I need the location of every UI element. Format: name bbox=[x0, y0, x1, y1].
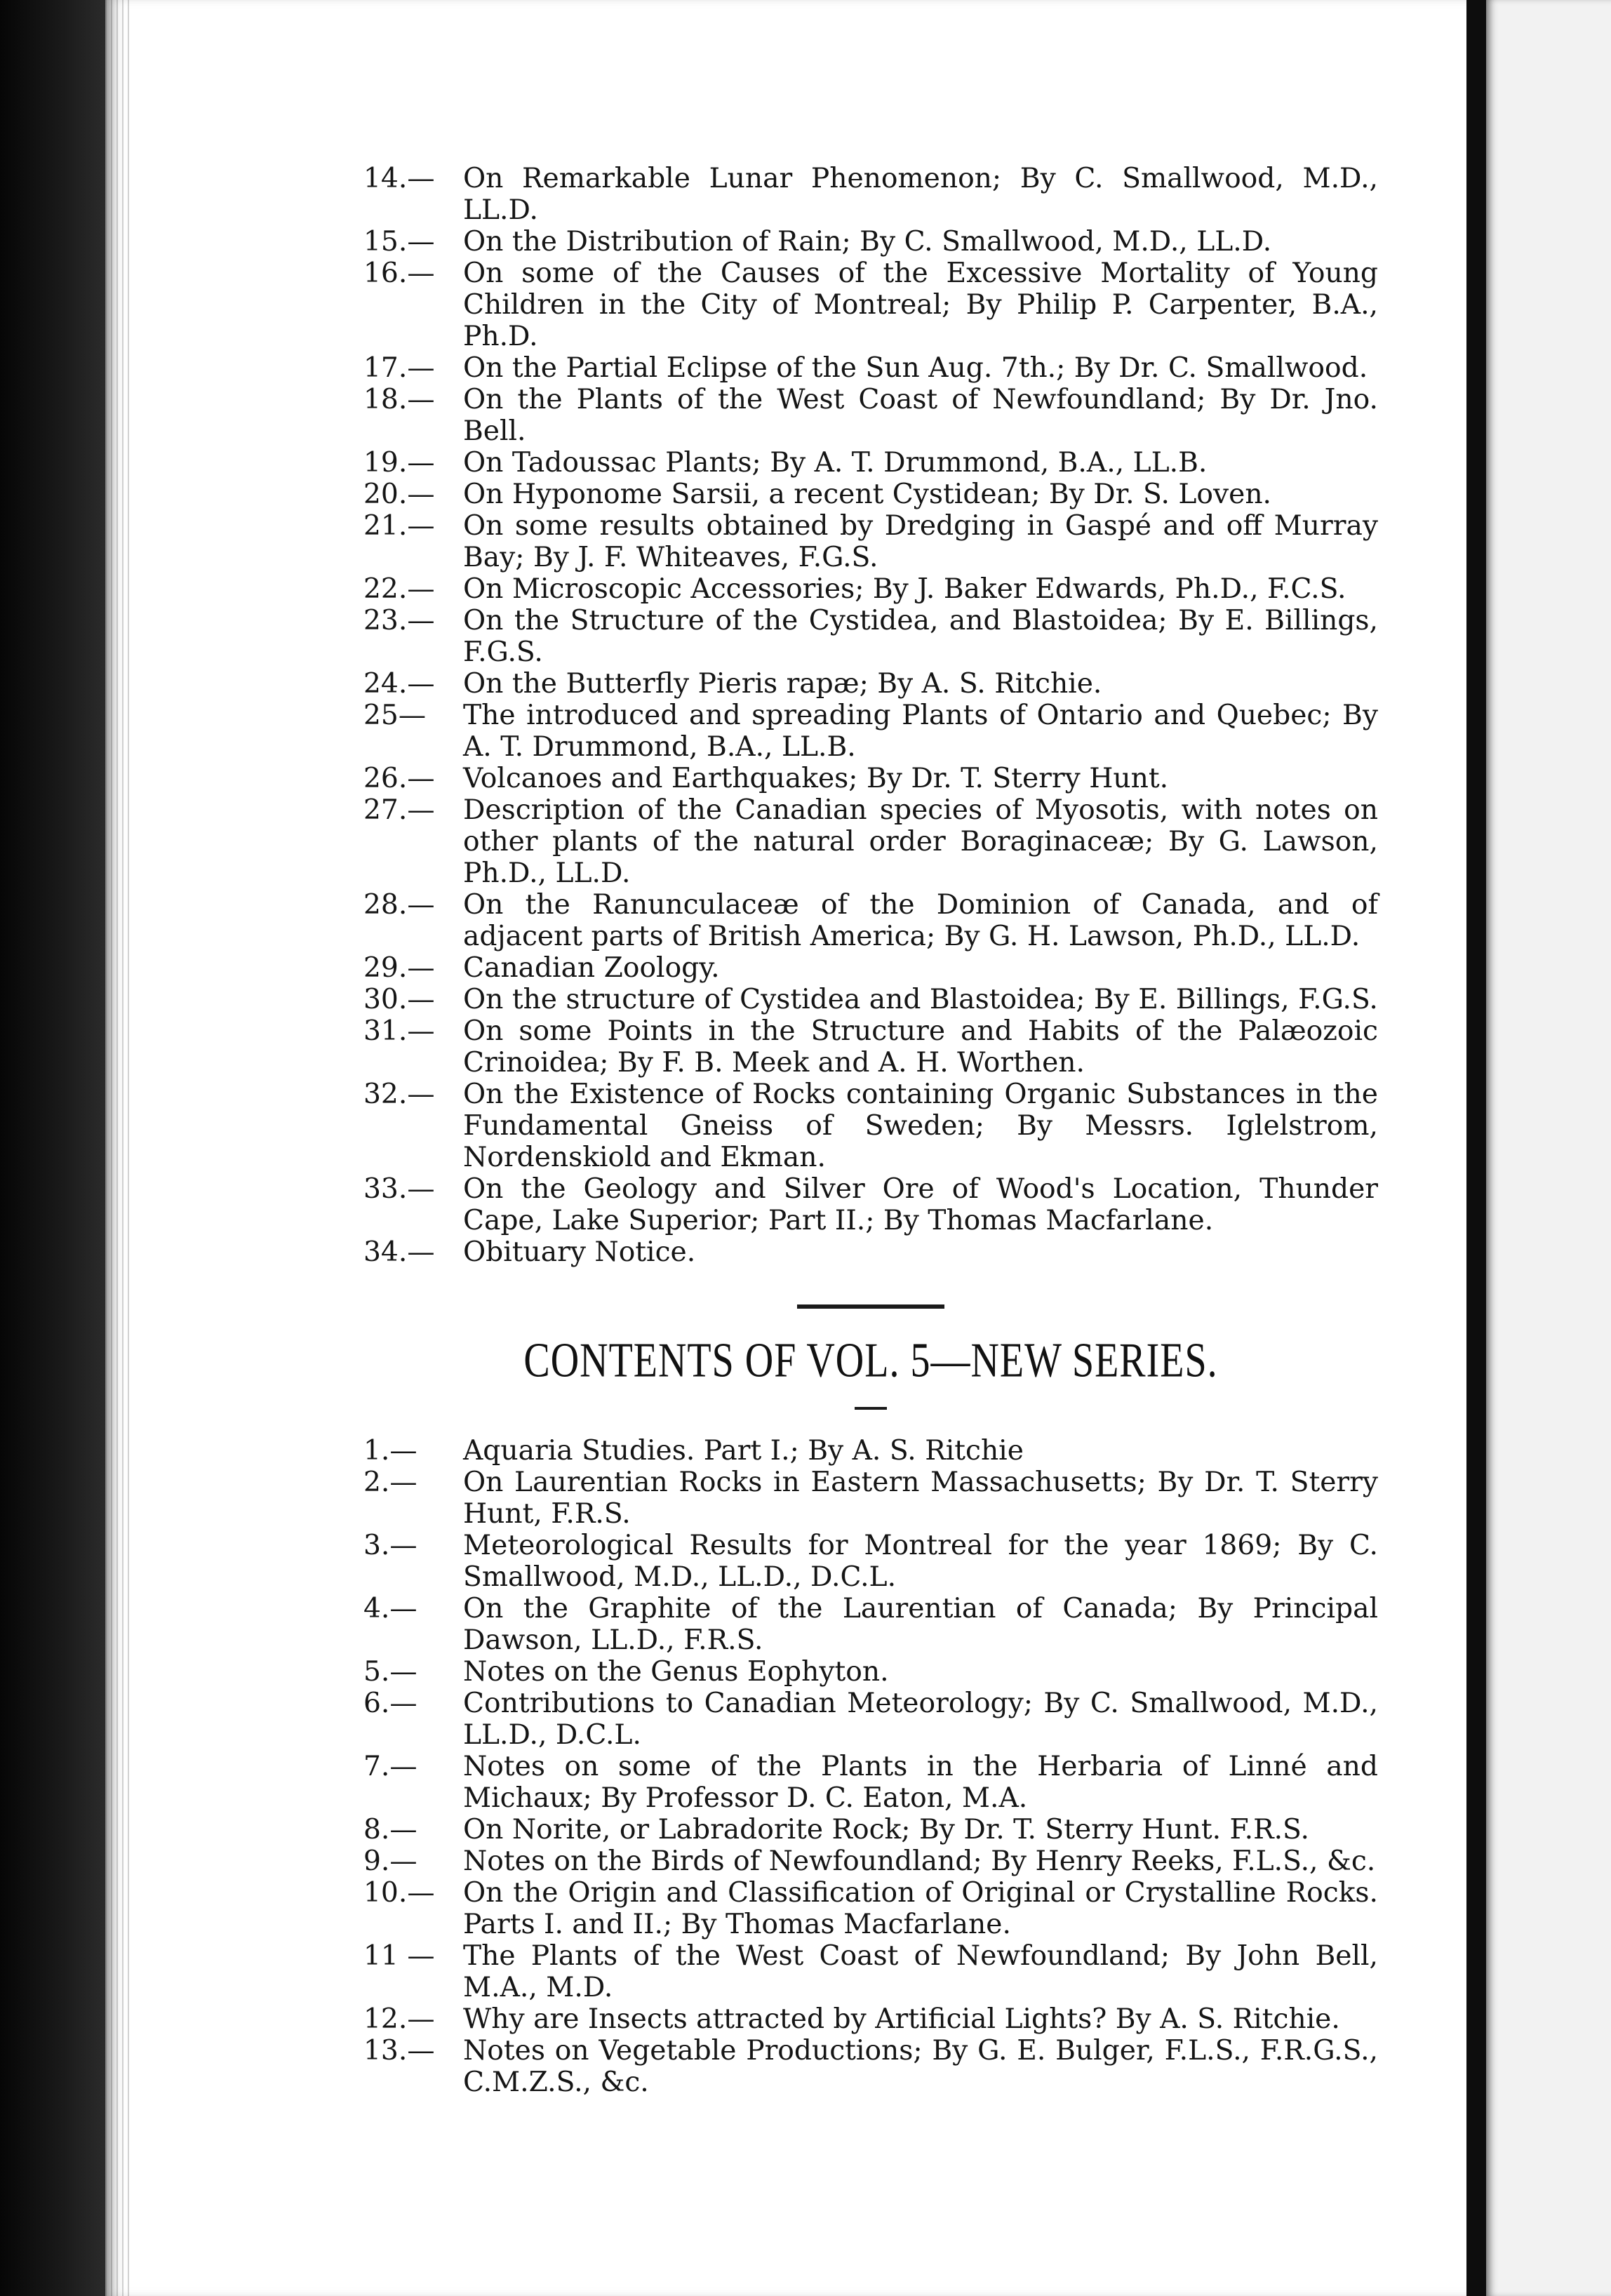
entry-number: 19.— bbox=[363, 447, 435, 479]
contents-entry bbox=[363, 510, 1378, 573]
contents-entry bbox=[363, 258, 1378, 352]
entry-number: 20.— bbox=[363, 479, 435, 510]
entry-number: 32.— bbox=[363, 1079, 435, 1110]
entry-text: Notes on the Genus Eophyton. bbox=[463, 1656, 889, 1688]
contents-entry bbox=[363, 1467, 1378, 1530]
contents-entry bbox=[363, 1688, 1378, 1751]
entry-text: Description of the Canadian species of Myosotis, with notes on other plants of the natural order Boraginaceæ; By G. Lawson, Ph.D., LL.D. bbox=[463, 794, 1378, 889]
scan-background-left bbox=[0, 0, 105, 2296]
contents-entry bbox=[363, 1236, 1378, 1268]
entry-number: 1.— bbox=[363, 1435, 417, 1467]
entry-text: On the Structure of the Cystidea, and Blastoidea; By E. Billings, F.G.S. bbox=[463, 605, 1378, 668]
entry-number: 34.— bbox=[363, 1236, 435, 1268]
contents-entry bbox=[363, 1530, 1378, 1593]
entry-text: Meteorological Results for Montreal for the year 1869; By C. Smallwood, M.D., LL.D., D.C.L. bbox=[463, 1530, 1378, 1593]
entry-text: On Norite, or Labradorite Rock; By Dr. T. Sterry Hunt. F.R.S. bbox=[463, 1814, 1309, 1846]
entry-text: On some results obtained by Dredging in Gaspé and off Murray Bay; By J. F. Whiteaves, F.G.S. bbox=[463, 510, 1378, 573]
contents-entry bbox=[363, 163, 1378, 226]
entry-number: 22.— bbox=[363, 573, 435, 605]
entry-text: On Microscopic Accessories; By J. Baker Edwards, Ph.D., F.C.S. bbox=[463, 573, 1346, 605]
contents-entry bbox=[363, 668, 1378, 700]
contents-entry bbox=[363, 794, 1378, 889]
entry-text: On the Distribution of Rain; By C. Smallwood, M.D., LL.D. bbox=[463, 226, 1272, 258]
entry-text: On some Points in the Structure and Habits of the Palæozoic Crinoidea; By F. B. Meek and A. H. Worthen. bbox=[463, 1015, 1378, 1079]
adjacent-page-edge bbox=[1486, 0, 1611, 2296]
entry-text: On the Graphite of the Laurentian of Canada; By Principal Dawson, LL.D., F.R.S. bbox=[463, 1593, 1378, 1656]
entry-number: 13.— bbox=[363, 2035, 435, 2067]
entry-number: 24.— bbox=[363, 668, 435, 700]
contents-entry bbox=[363, 447, 1378, 479]
entry-text: On Laurentian Rocks in Eastern Massachusetts; By Dr. T. Sterry Hunt, F.R.S. bbox=[463, 1467, 1378, 1530]
contents-entry bbox=[363, 1877, 1378, 1940]
vol5-contents-list bbox=[363, 1435, 1378, 2098]
contents-entry bbox=[363, 1656, 1378, 1688]
entry-number: 6.— bbox=[363, 1688, 417, 1719]
entry-text: The introduced and spreading Plants of Ontario and Quebec; By A. T. Drummond, B.A., LL.B. bbox=[463, 700, 1378, 763]
contents-entry bbox=[363, 889, 1378, 952]
contents-entry bbox=[363, 700, 1378, 763]
entry-text: Notes on the Birds of Newfoundland; By Henry Reeks, F.L.S., &c. bbox=[463, 1846, 1376, 1877]
entry-number: 15.— bbox=[363, 226, 435, 258]
entry-text: On the Geology and Silver Ore of Wood's Location, Thunder Cape, Lake Superior; Part II.; By Thomas Macfarlane. bbox=[463, 1173, 1378, 1236]
entry-number: 26.— bbox=[363, 763, 435, 794]
entry-number: 30.— bbox=[363, 984, 435, 1015]
contents-entry bbox=[363, 1015, 1378, 1079]
contents-page bbox=[363, 163, 1378, 2098]
contents-entry bbox=[363, 352, 1378, 384]
contents-entry bbox=[363, 1079, 1378, 1173]
entry-text: Volcanoes and Earthquakes; By Dr. T. Sterry Hunt. bbox=[463, 763, 1169, 794]
entry-text: On the Butterfly Pieris rapæ; By A. S. Ritchie. bbox=[463, 668, 1102, 700]
contents-entry bbox=[363, 1173, 1378, 1236]
entry-number: 31.— bbox=[363, 1015, 435, 1047]
entry-text: Contributions to Canadian Meteorology; By C. Smallwood, M.D., LL.D., D.C.L. bbox=[463, 1688, 1378, 1751]
entry-text: Canadian Zoology. bbox=[463, 952, 720, 984]
contents-entry bbox=[363, 763, 1378, 794]
entry-number: 25— bbox=[363, 700, 427, 731]
entry-text: On Tadoussac Plants; By A. T. Drummond, B.A., LL.B. bbox=[463, 447, 1208, 479]
section-title: CONTENTS OF VOL. 5—NEW SERIES. bbox=[523, 1333, 1218, 1388]
entry-number: 21.— bbox=[363, 510, 435, 542]
contents-entry bbox=[363, 1940, 1378, 2003]
entry-number: 12.— bbox=[363, 2003, 435, 2035]
contents-entry bbox=[363, 479, 1378, 510]
contents-entry bbox=[363, 226, 1378, 258]
entry-number: 16.— bbox=[363, 258, 435, 289]
title-underline bbox=[855, 1407, 887, 1410]
page-stack-edges bbox=[105, 0, 133, 2296]
entry-text: Notes on some of the Plants in the Herbaria of Linné and Michaux; By Professor D. C. Eaton, M.A. bbox=[463, 1751, 1378, 1814]
contents-entry bbox=[363, 1846, 1378, 1877]
entry-text: On the Plants of the West Coast of Newfoundland; By Dr. Jno. Bell. bbox=[463, 384, 1378, 447]
entry-text: Notes on Vegetable Productions; By G. E. Bulger, F.L.S., F.R.G.S., C.M.Z.S., &c. bbox=[463, 2035, 1378, 2098]
entry-text: The Plants of the West Coast of Newfoundland; By John Bell, M.A., M.D. bbox=[463, 1940, 1378, 2003]
entry-number: 14.— bbox=[363, 163, 435, 194]
entry-text: On the Partial Eclipse of the Sun Aug. 7th.; By Dr. C. Smallwood. bbox=[463, 352, 1368, 384]
entry-number: 2.— bbox=[363, 1467, 417, 1498]
entry-text: On some of the Causes of the Excessive Mortality of Young Children in the City of Montreal; By Philip P. Carpenter, B.A., Ph.D. bbox=[463, 258, 1378, 352]
contents-entry bbox=[363, 1435, 1378, 1467]
entry-number: 27.— bbox=[363, 794, 435, 826]
entry-number: 10.— bbox=[363, 1877, 435, 1909]
contents-entry bbox=[363, 384, 1378, 447]
entry-number: 28.— bbox=[363, 889, 435, 921]
entry-number: 7.— bbox=[363, 1751, 417, 1782]
entry-number: 3.— bbox=[363, 1530, 417, 1561]
entry-number: 9.— bbox=[363, 1846, 417, 1877]
contents-entry bbox=[363, 573, 1378, 605]
contents-entry bbox=[363, 984, 1378, 1015]
entry-number: 4.— bbox=[363, 1593, 417, 1624]
entry-text: On Hyponome Sarsii, a recent Cystidean; By Dr. S. Loven. bbox=[463, 479, 1272, 510]
entry-number: 23.— bbox=[363, 605, 435, 636]
entry-text: On the Origin and Classification of Original or Crystalline Rocks. Parts I. and II.; By Thomas Macfarlane. bbox=[463, 1877, 1378, 1940]
vol4-contents-list bbox=[363, 163, 1378, 1268]
contents-entry bbox=[363, 2035, 1378, 2098]
entry-text: Aquaria Studies. Part I.; By A. S. Ritchie bbox=[463, 1435, 1024, 1467]
section-divider bbox=[797, 1304, 944, 1309]
entry-number: 29.— bbox=[363, 952, 435, 984]
contents-entry bbox=[363, 952, 1378, 984]
entry-text: On the structure of Cystidea and Blastoidea; By E. Billings, F.G.S. bbox=[463, 984, 1378, 1015]
contents-entry bbox=[363, 605, 1378, 668]
contents-entry bbox=[363, 2003, 1378, 2035]
entry-number: 5.— bbox=[363, 1656, 417, 1688]
contents-entry bbox=[363, 1751, 1378, 1814]
contents-entry bbox=[363, 1814, 1378, 1846]
entry-number: 18.— bbox=[363, 384, 435, 415]
entry-text: On the Ranunculaceæ of the Dominion of Canada, and of adjacent parts of British America; By G. H. Lawson, Ph.D., LL.D. bbox=[463, 889, 1378, 952]
entry-text: On the Existence of Rocks containing Organic Substances in the Fundamental Gneiss of Sweden; By Messrs. Iglelstrom, Nordenskiold and Ekman. bbox=[463, 1079, 1378, 1173]
entry-number: 17.— bbox=[363, 352, 435, 384]
entry-number: 33.— bbox=[363, 1173, 435, 1205]
contents-entry bbox=[363, 1593, 1378, 1656]
entry-text: Why are Insects attracted by Artificial Lights? By A. S. Ritchie. bbox=[463, 2003, 1340, 2035]
entry-number: 8.— bbox=[363, 1814, 417, 1846]
entry-text: Obituary Notice. bbox=[463, 1236, 696, 1268]
entry-text: On Remarkable Lunar Phenomenon; By C. Smallwood, M.D., LL.D. bbox=[463, 163, 1378, 226]
entry-number: 11 — bbox=[363, 1940, 435, 1972]
